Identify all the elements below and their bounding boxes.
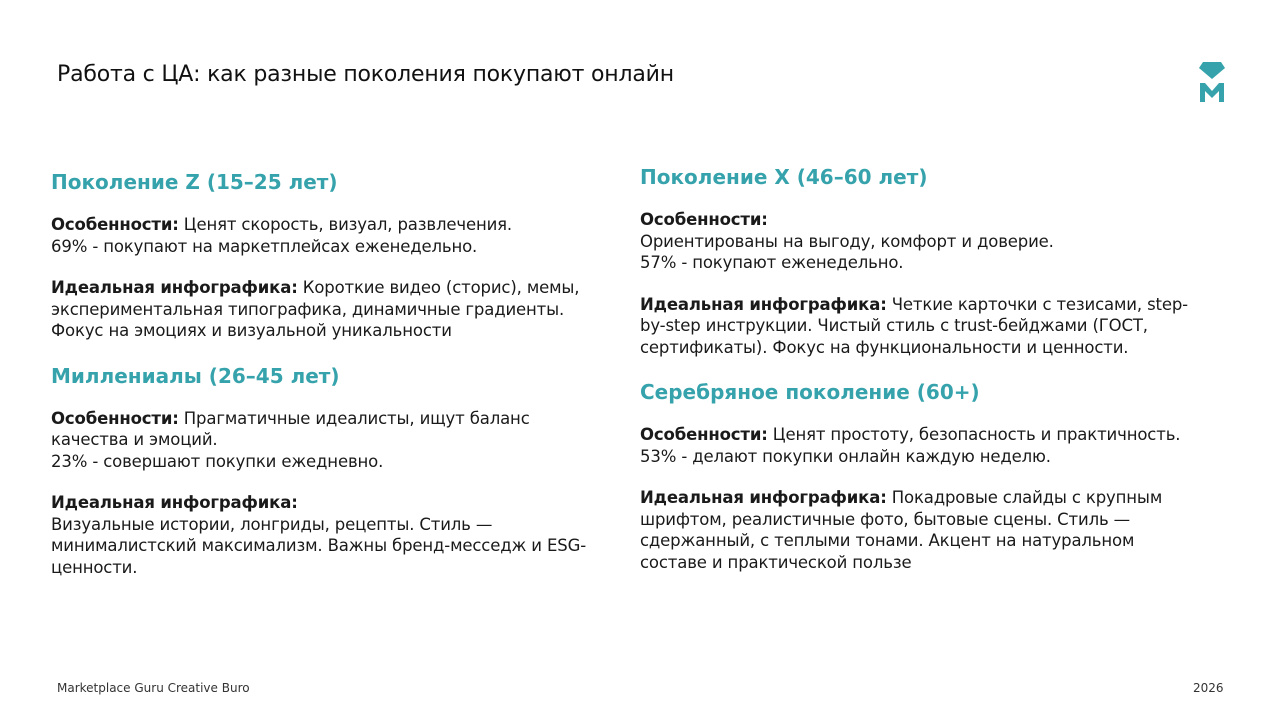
infographic-text: Визуальные истории, лонгриды, рецепты. Стиль — минималистский максимализм. Важны бренд-месседж и ESG-ценности. <box>51 514 587 577</box>
features-text: Ценят простоту, безопасность и практичность. <box>767 425 1181 444</box>
features-text: Ориентированы на выгоду, комфорт и доверие. <box>640 231 1054 251</box>
features-label: Особенности: <box>640 210 768 229</box>
left-column <box>51 170 611 578</box>
features-paragraph <box>640 209 1200 274</box>
features-stat: 69% - покупают на маркетплейсах еженедельно. <box>51 236 478 256</box>
section-title-millennials: Миллениалы (26–45 лет) <box>51 363 340 388</box>
infographic-paragraph <box>640 487 1200 573</box>
infographic-paragraph <box>51 492 611 578</box>
features-text: Ценят скорость, визуал, развлечения. <box>178 215 513 234</box>
infographic-label: Идеальная инфографика: <box>51 493 298 512</box>
section-gen-x <box>640 165 1200 358</box>
features-stat: 57% - покупают еженедельно. <box>640 253 904 272</box>
section-title-silver: Серебряное поколение (60+) <box>640 380 980 404</box>
infographic-text: Четкие карточки с тезисами, step-by-step инструкции. Чистый стиль с trust-бейджами (ГОСТ, сертификаты). Фокус на функциональности и ценности. <box>640 294 1188 357</box>
features-label: Особенности: <box>51 408 179 428</box>
features-label: Особенности: <box>640 425 768 444</box>
features-label: Особенности: <box>51 215 179 234</box>
section-gen-z <box>51 170 611 342</box>
infographic-label: Идеальная инфографика: <box>640 488 887 507</box>
section-millennials <box>51 364 611 579</box>
right-column <box>640 165 1200 573</box>
footer-year: 2026 <box>1193 681 1224 695</box>
features-paragraph <box>51 408 611 473</box>
features-text: Прагматичные идеалисты, ищут баланс качества и эмоций. <box>51 408 530 449</box>
infographic-label: Идеальная инфографика: <box>640 294 887 314</box>
infographic-text: Короткие видео (сторис), мемы, экспериментальная типографика, динамичные градиенты. Фокус на эмоциях и визуальной уникальности <box>51 278 580 340</box>
features-paragraph <box>640 424 1200 467</box>
page-title: Работа с ЦА: как разные поколения покупают онлайн <box>57 62 674 87</box>
features-paragraph <box>51 214 611 257</box>
features-stat: 23% - совершают покупки ежедневно. <box>51 451 384 471</box>
features-stat: 53% - делают покупки онлайн каждую неделю. <box>640 446 1051 466</box>
infographic-paragraph <box>51 277 611 342</box>
infographic-text: Покадровые слайды с крупным шрифтом, реалистичные фото, бытовые сцены. Стиль — сдержанный, с теплыми тонами. Акцент на натуральном составе и практической пользе <box>640 488 1163 572</box>
section-silver <box>640 380 1200 573</box>
section-title-gen-z: Поколение Z (15–25 лет) <box>51 170 338 194</box>
footer-company: Marketplace Guru Creative Buro <box>57 681 250 695</box>
section-title-gen-x: Поколение X (46–60 лет) <box>640 165 928 189</box>
diamond-m-logo-icon <box>1199 62 1225 104</box>
infographic-paragraph <box>640 294 1200 359</box>
infographic-label: Идеальная инфографика: <box>51 278 298 297</box>
